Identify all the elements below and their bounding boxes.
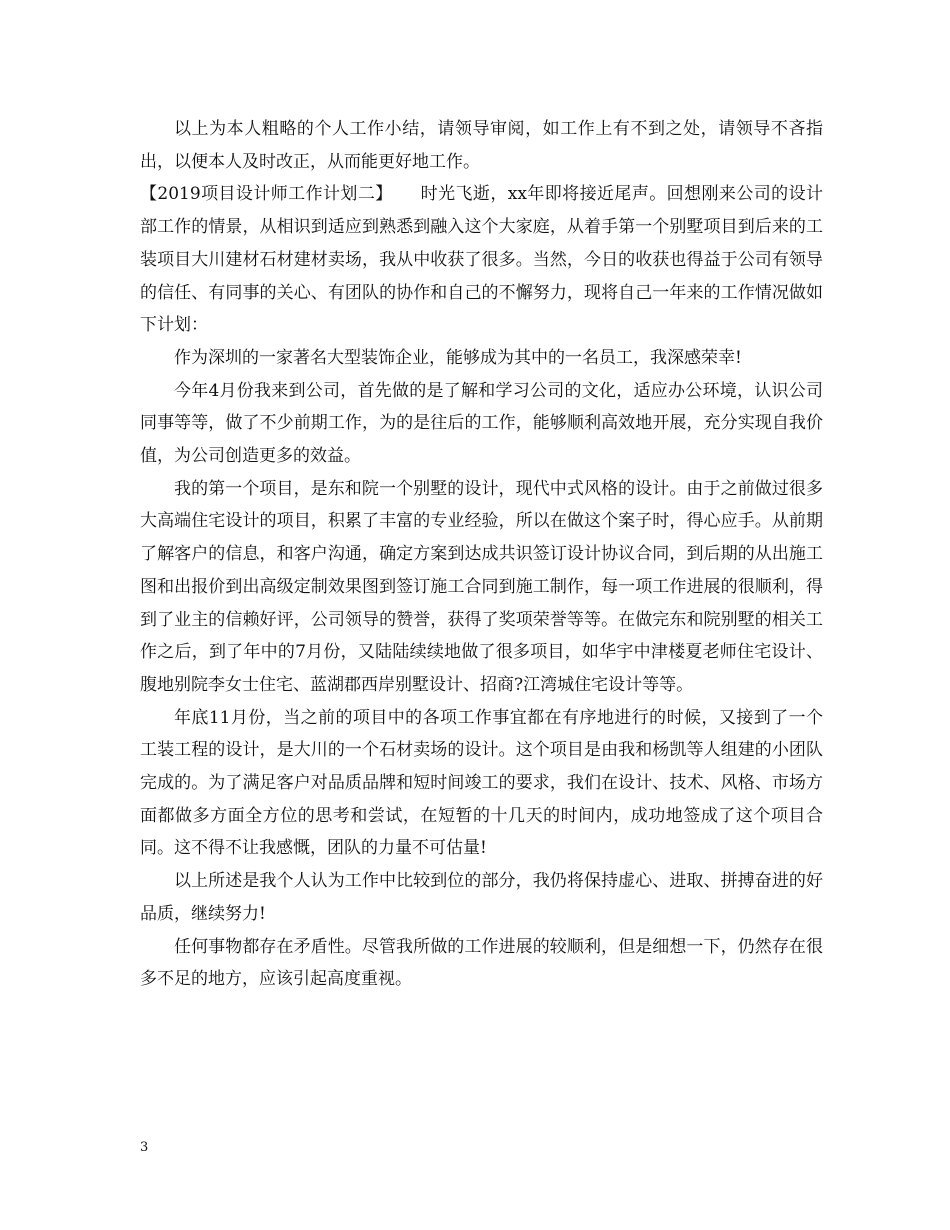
paragraph-summary: 以上所述是我个人认为工作中比较到位的部分，我仍将保持虚心、进取、拼搏奋进的好品质，继续努力! <box>140 871 823 924</box>
paragraph-year-end-project: 年底11月份，当之前的项目中的各项工作事宜都在有序地进行的时候，又接到了一个工装工程的设计，是大川的一个石材卖场的设计。这个项目是由我和杨凯等人组建的小团队完成的。为了满足客户对品质品牌和短时间竣工的要求，我们在设计、技术、风格、市场方面都做多方面全方位的思考和尝试，在短暂的十几天的时间内，成功地签成了这个项目合同。这不得不让我感慨，团队的力量不可估量! <box>140 707 823 859</box>
paragraph-first-project: 我的第一个项目，是东和院一个别墅的设计，现代中式风格的设计。由于之前做过很多大高端住宅设计的项目，积累了丰富的专业经验，所以在做这个案子时，得心应手。从前期了解客户的信息，和客户沟通，确定方案到达成共识签订设计协议合同，到后期的从出施工图和出报价到出高级定制效果图到签订施工合同到施工制作，每一项工作进展的很顺利，得到了业主的信赖好评，公司领导的赞誉，获得了奖项荣誉等等。在做完东和院别墅的相关工作之后，到了年中的7月份，又陆陆续续地做了很多项目，如华宇中津楼夏老师住宅设计、腹地别院李女士住宅、蓝湖郡西岸别墅设计、招商?江湾城住宅设计等等。 <box>140 478 823 695</box>
section-intro: 时光飞逝，xx年即将接近尾声。回想刚来公司的设计部工作的情景，从相识到适应到熟悉到融入这个大家庭，从着手第一个别墅项目到后来的工装项目大川建材石材建材卖场，我从中收获了很多。当然，今日的收获也得益于公司有领导的信任、有同事的关心、有团队的协作和自己的不懈努力，现将自己一年来的工作情况做如下计划： <box>140 184 823 336</box>
paragraph-joining: 今年4月份我来到公司，首先做的是了解和学习公司的文化，适应办公环境，认识公司同事等等，做了不少前期工作，为的是往后的工作，能够顺利高效地开展，充分实现自我价值，为公司创造更多的效益。 <box>140 380 823 467</box>
page-number: 3 <box>140 1140 149 1155</box>
paragraph-closing-remark: 以上为本人粗略的个人工作小结，请领导审阅，如工作上有不到之处，请领导不吝指出，以便本人及时改正，从而能更好地工作。 <box>140 119 823 172</box>
section-heading: 【2019项目设计师工作计划二】 <box>140 184 393 205</box>
document-body <box>140 113 823 996</box>
paragraph-shortcomings: 任何事物都存在矛盾性。尽管我所做的工作进展的较顺利，但是细想一下，仍然存在很多不足的地方，应该引起高度重视。 <box>140 936 823 990</box>
section-heading-paragraph <box>140 178 823 342</box>
paragraph-honor: 作为深圳的一家著名大型装饰企业，能够成为其中的一名员工，我深感荣幸! <box>174 347 742 368</box>
